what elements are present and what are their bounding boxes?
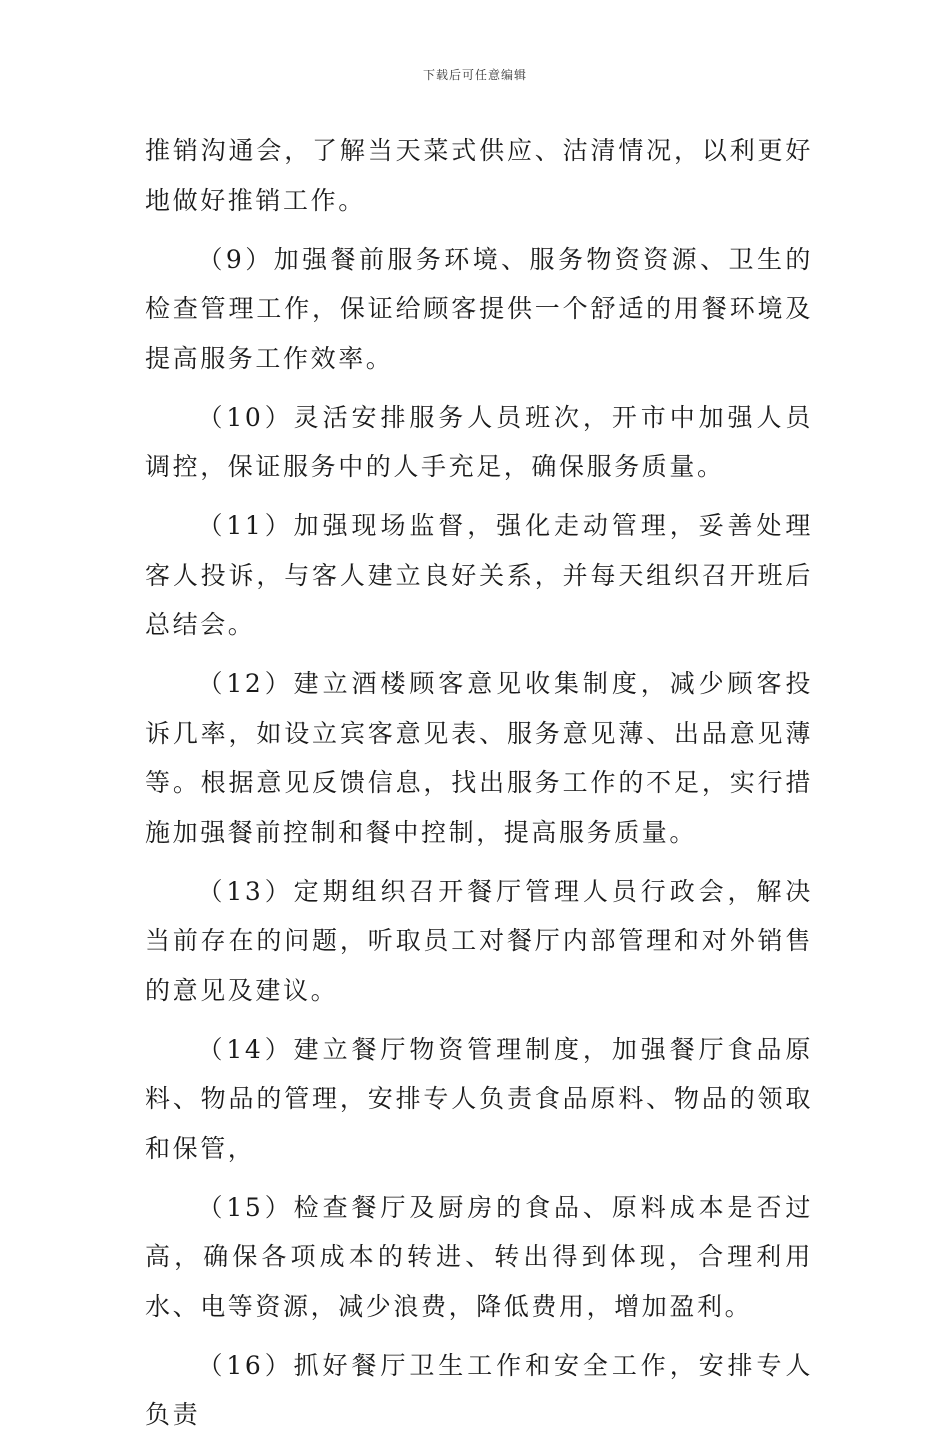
paragraph-item-13: （13）定期组织召开餐厅管理人员行政会，解决当前存在的问题，听取员工对餐厅内部管理和对外销售的意见及建议。 [145, 876, 813, 1005]
body-text [145, 126, 813, 1449]
paragraph-item-11: （11）加强现场监督，强化走动管理，妥善处理客人投诉，与客人建立良好关系，并每天组织召开班后总结会。 [145, 511, 813, 639]
paragraph-item-14: （14）建立餐厅物资管理制度，加强餐厅食品原料、物品的管理，安排专人负责食品原料、物品的领取和保管， [145, 1034, 813, 1163]
paragraph-continuation: 推销沟通会，了解当天菜式供应、沽清情况，以利更好地做好推销工作。 [145, 136, 813, 215]
paragraph-item-10: （10）灵活安排服务人员班次，开市中加强人员调控，保证服务中的人手充足，确保服务质量。 [145, 402, 813, 481]
paragraph-item-16: （16）抓好餐厅卫生工作和安全工作，安排专人负责 [145, 1350, 813, 1429]
header-note: 下载后可任意编辑 [422, 68, 527, 82]
paragraph-item-15: （15）检查餐厅及厨房的食品、原料成本是否过高，确保各项成本的转进、转出得到体现，合理利用水、电等资源，减少浪费，降低费用，增加盈利。 [145, 1192, 813, 1321]
paragraph-item-9: （9）加强餐前服务环境、服务物资资源、卫生的检查管理工作，保证给顾客提供一个舒适的用餐环境及提高服务工作效率。 [145, 244, 813, 373]
paragraph-item-12: （12）建立酒楼顾客意见收集制度，减少顾客投诉几率，如设立宾客意见表、服务意见薄、出品意见薄等。根据意见反馈信息，找出服务工作的不足，实行措施加强餐前控制和餐中控制，提高服务质量。 [145, 669, 813, 847]
